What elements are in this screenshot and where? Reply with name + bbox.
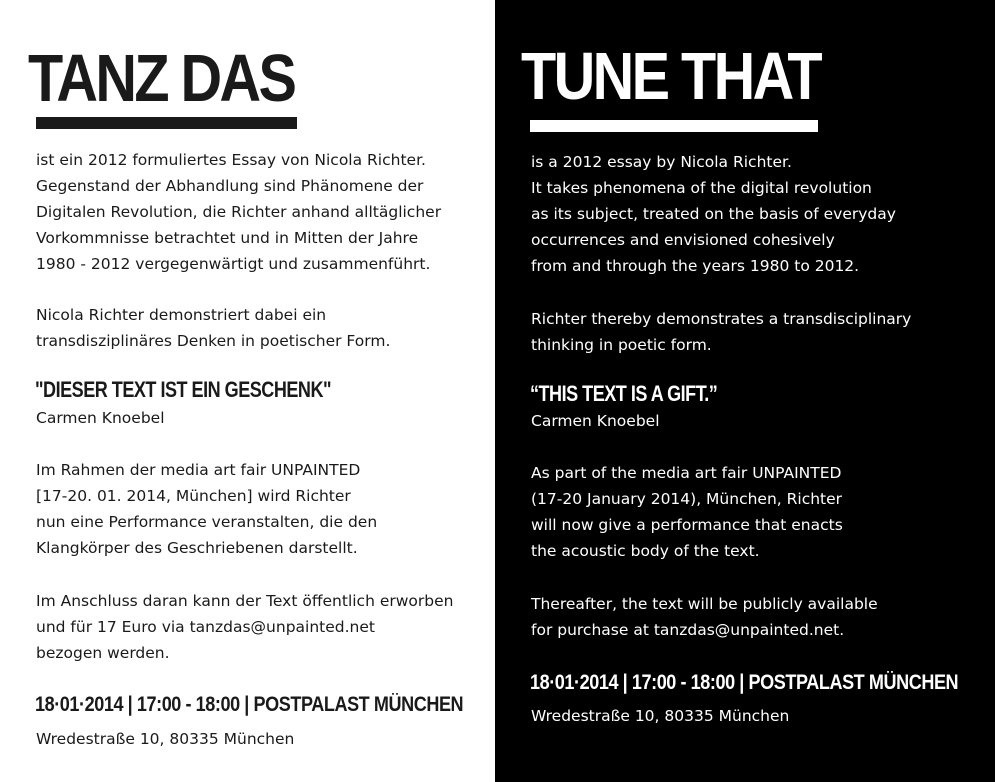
german-panel	[0, 0, 495, 782]
german-paragraph-2: Nicola Richter demonstriert dabei ein transdisziplinäres Denken in poetischer Form.	[36, 306, 391, 350]
english-paragraph-3: As part of the media art fair UNPAINTED (17-20 January 2014), München, Richter will now give a performance that enacts the acoustic body of the text.	[531, 464, 843, 560]
english-quote-author: Carmen Knoebel	[531, 412, 660, 430]
german-intro: ist ein 2012 formuliertes Essay von Nicola Richter. Gegenstand der Abhandlung sind Phänomene der Digitalen Revolution, die Richter anhand alltäglicher Vorkommnisse betrachtet und in Mitten der Jahre 1980 - 2012 vergegenwärtigt und zusammenführt.	[36, 151, 442, 273]
german-event-line: 18·01·2014 | 17:00 - 18:00 | POSTPALAST MÜNCHEN	[35, 693, 464, 716]
english-title: TUNE THAT	[521, 39, 820, 114]
german-title: TANZ DAS	[28, 41, 295, 116]
english-panel	[495, 0, 995, 782]
english-paragraph-4: Thereafter, the text will be publicly available for purchase at tanzdas@unpainted.net.	[531, 595, 878, 639]
german-address: Wredestraße 10, 80335 München	[36, 730, 295, 748]
german-quote: "DIESER TEXT IST EIN GESCHENK"	[35, 377, 332, 402]
english-address: Wredestraße 10, 80335 München	[531, 707, 790, 725]
german-title-underline	[36, 117, 297, 129]
german-quote-author: Carmen Knoebel	[36, 409, 165, 427]
english-quote: “THIS TEXT IS A GIFT.”	[530, 381, 718, 406]
english-event-line: 18·01·2014 | 17:00 - 18:00 | POSTPALAST MÜNCHEN	[530, 671, 959, 694]
english-title-underline	[530, 120, 818, 132]
german-paragraph-4: Im Anschluss daran kann der Text öffentlich erworben und für 17 Euro via tanzdas@unpainted.net bezogen werden.	[36, 592, 454, 662]
english-paragraph-2: Richter thereby demonstrates a transdisciplinary thinking in poetic form.	[531, 310, 912, 354]
english-intro: is a 2012 essay by Nicola Richter. It takes phenomena of the digital revolution as its subject, treated on the basis of everyday occurrences and envisioned cohesively from and through the years 1980 to 2012.	[531, 153, 896, 275]
german-paragraph-3: Im Rahmen der media art fair UNPAINTED [17-20. 01. 2014, München] wird Richter nun eine Performance veranstalten, die den Klangkörper des Geschriebenen darstellt.	[36, 461, 378, 557]
